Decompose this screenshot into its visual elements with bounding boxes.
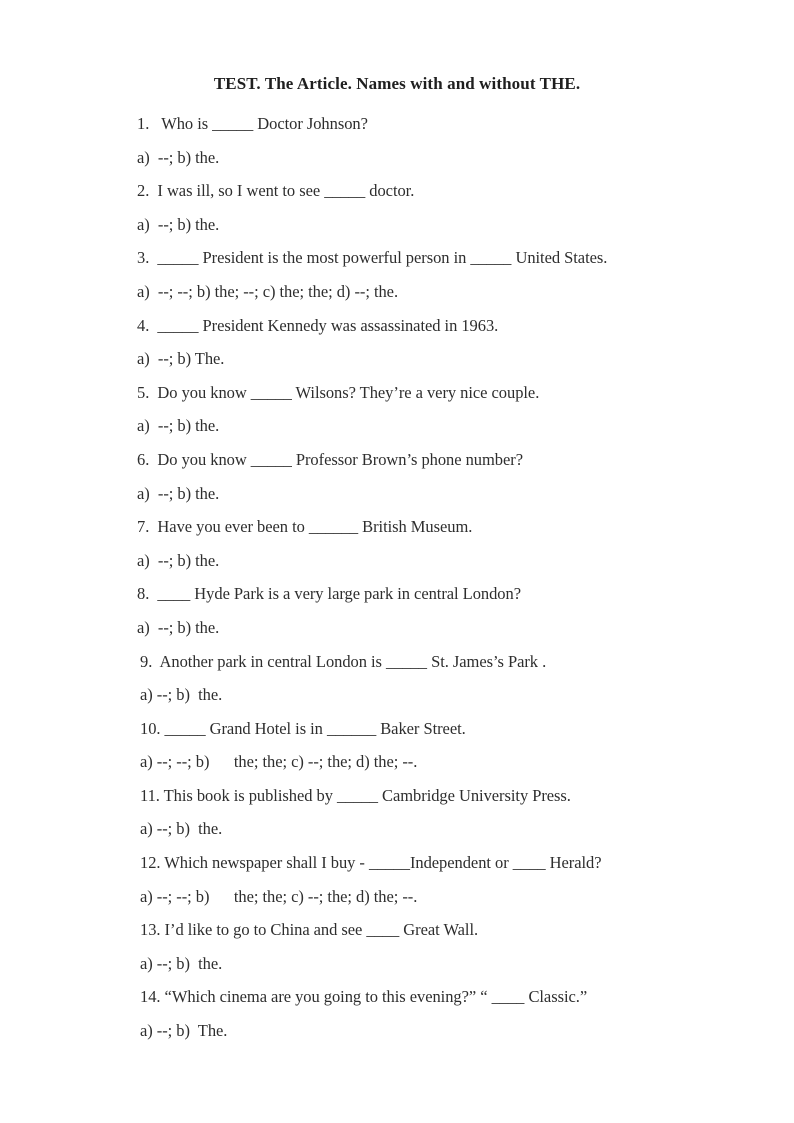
answer-options-line: a) --; b) The. [140, 1021, 228, 1041]
answer-options-line: a) --; b) the. [137, 483, 220, 503]
answer-options-line: a) --; b) the. [137, 147, 220, 167]
document-title: TEST. The Article. Names with and without THE. [213, 74, 581, 93]
question-line: 10. _____ Grand Hotel is in ______ Baker Street. [140, 718, 466, 738]
question-line: 2. I was ill, so I went to see _____ doctor. [137, 181, 415, 201]
answer-options-line: a) --; b) the. [140, 685, 223, 705]
question-line: 13. I’d like to go to China and see ____ Great Wall. [140, 920, 479, 940]
answer-options-line: a) --; b) the. [140, 819, 223, 839]
question-line: 6. Do you know _____ Professor Brown’s phone number? [137, 449, 523, 469]
question-line: 8. ____ Hyde Park is a very large park in central London? [137, 584, 521, 604]
answer-options-line: a) --; b) the. [137, 416, 220, 436]
question-line: 14. “Which cinema are you going to this evening?” “ ____ Classic.” [140, 987, 588, 1007]
answer-options-line: a) --; b) The. [137, 349, 225, 369]
question-line: 12. Which newspaper shall I buy - _____Independent or ____ Herald? [140, 853, 602, 873]
test-items-list [137, 107, 737, 1048]
answer-options-line: a) --; b) the. [137, 214, 220, 234]
question-line: 3. _____ President is the most powerful person in _____ United States. [137, 248, 608, 268]
answer-options-line: a) --; b) the. [137, 617, 220, 637]
question-line: 4. _____ President Kennedy was assassinated in 1963. [137, 315, 499, 335]
answer-options-line: a) --; --; b) the; the; c) --; the; d) the; --. [140, 886, 418, 906]
answer-options-line: a) --; b) the. [140, 953, 223, 973]
question-line: 11. This book is published by _____ Cambridge University Press. [140, 785, 571, 805]
answer-options-line: a) --; b) the. [137, 550, 220, 570]
question-line: 1. Who is _____ Doctor Johnson? [137, 114, 368, 133]
question-line: 5. Do you know _____ Wilsons? They’re a very nice couple. [137, 382, 540, 402]
answer-options-line: a) --; --; b) the; the; c) --; the; d) the; --. [140, 752, 418, 772]
question-line: 7. Have you ever been to ______ British Museum. [137, 517, 473, 537]
question-line: 9. Another park in central London is _____ St. James’s Park . [140, 651, 547, 671]
answer-options-line: a) --; --; b) the; --; c) the; the; d) --; the. [137, 281, 399, 301]
